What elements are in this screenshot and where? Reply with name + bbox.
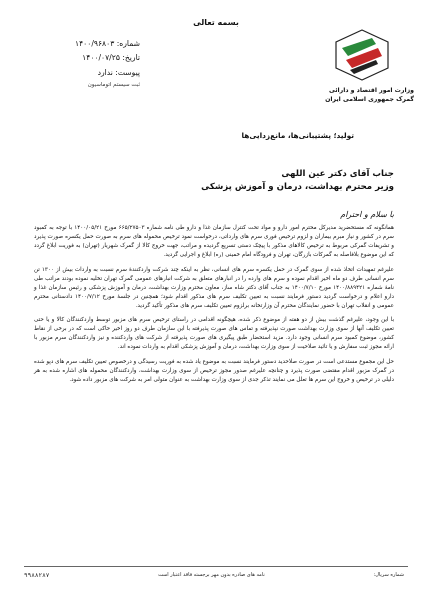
meta-attachment-value: ندارد	[97, 67, 113, 77]
customs-name: گمرک جمهوری اسلامی ایران	[325, 96, 414, 104]
ministry-name: وزارت امور اقتصاد و دارائی	[328, 87, 414, 94]
meta-attachment-label: پیوست:	[115, 67, 140, 77]
body-paragraph: حل این مجموع مستدعی است در صورت صلاحدید دستور فرمایند نسبت به موضوع یاد شده به فوریت رسیدگی و درخصوص تعیین تکلیف سرم های دپو شده در گمرک مزبور اقدام مقتضی صورت پذیرد و چنانچه علیرغم صدور مجوز ترخیص از سوی وزارت بهداشت، واردکنندگان محموله های اشاره شده به هر دلیلی در ترخیص و خروج این سرم ها تعلل می نمایند تذکر جدی از سوی وزارت بهداشت به عنوان متولی امر به شرکت های مزبور داده شود.	[34, 359, 394, 384]
letter-meta	[20, 37, 140, 91]
meta-number-label: شماره:	[116, 39, 140, 48]
body-paragraph: علیرغم تمهیدات اتخاذ شده از سوی گمرک در حمل یکسره سرم های انسانی، نظر به اینکه چند شرکت واردکنندهٔ سرم نسبت به واردات بیش از ۱۳۰۰ تن سرم انسانی طرف دو ماه اخیر اقدام نموده و سرم های وارده را در انبارهای متعلق به شرکت انبارهای عمومی گمرک تهران تخلیه نموده بودند مراتب طی نامهٔ شماره ۱۴۰۰/۸۸۹۴۲۱ مورخ ۱۴۰۰/۷/۱۰ به جناب آقای دکتر شاه ساز، معاون محترم وزارت بهداشت، درمان و آموزش پزشکی و رئیس سازمان غذا و دارو اعلام و درخواست گردید دستور فرمایند نسبت به تعیین تکلیف سرم های مذکور اقدام شود؛ همچنین در جلسهٔ مورخ ۱۴۰۰/۷/۱۲ دادستانی محترم عمومی و انقلاب تهران با حضور نمایندگان محترم آن وزارتخانه برلزوم تعیین تکلیف سرم های مذکور تأکید گردید.	[34, 266, 394, 309]
meta-date-label: تاریخ:	[122, 53, 140, 63]
body-paragraph: با این وجود، علیرغم گذشت بیش از دو هفته از موضوع ذکر شده، هیچگونه اقدامی در راستای ترخیص سرم های مزبور توسط واردکنندگان کالا و یا حتی تعیین تکلیف آنها از سوی وزارت بهداشت صورت نپذیرفته و تماس های صورت پذیرفته با این سازمان طرف دو روز اخیر حاکی است که در برخی از نقاط کشور، موضوع کمبود سرم انسانی وجود دارد. مزید استحضار طبق پیگیری های صورت پذیرفته از شرکت های واردکننده و نیز واردکنندگان سرم مزبور با ارائه مجوز ثبت سفارش و یا تائید صلاحیت از سوی وزارت بهداشت، درمان و آموزش پزشکی اقدام به واردات نموده اند.	[34, 317, 394, 351]
body-paragraph: همانگونه که مستحضرید مدیرکل محترم امور دارو و مواد تحت کنترل سازمان غذا و دارو طی نامه شماره ۶۶۵/۲۷۵۰۳ مورخ ۱۴۰۰/۰۵/۲۱ با توجه به کمبود سرم در کشور و نیاز مبرم بیماران و لزوم ترخیص فوری سرم های وارداتی، درخواست نمود ترخیص محموله های سرم به صورت حمل یکسره صورت پذیرد و تشریفات گمرکی مربوط به ترخیص کالاهای مذکور با پیچک دستی تسریع گردیده و مراتب، جهت خروج کالا از گمرک شهریار (تهران) به فوریت ابلاغ گردد که این موضوع بلافاصله به گمرکات بازرگان، تهران و فرودگاه امام خمینی (ره) ابلاغ و اجرایی گردید.	[34, 225, 394, 258]
meta-note: ثبت سیستم اتوماسیون	[87, 82, 140, 89]
letter-subject: تولید؛ پشتیبانی‌ها، مانع‌زدایی‌ها	[241, 131, 354, 140]
letter-body	[34, 224, 394, 391]
footer-code: ۹۹۸۸۲۸۷	[24, 572, 50, 579]
meta-date-value: ۱۴۰۰/۰۷/۲۵	[82, 53, 120, 63]
footer-disclaimer: نامه های صادره بدون مهر برجسته فاقد اعتبار است	[158, 572, 265, 578]
footer-serial-label: شماره سریال:	[373, 572, 404, 578]
footer-divider	[24, 566, 408, 567]
salutation-line-1: جناب آقای دکتر عین اللهی	[281, 169, 394, 179]
letterhead-org	[284, 86, 414, 105]
salutation	[54, 168, 394, 194]
greeting: با سلام و احترام	[340, 210, 394, 219]
meta-number-value: ۱۴۰۰/۹۶۸۰۳	[75, 39, 115, 48]
meta-attachment	[20, 66, 140, 80]
basmala-heading: بسمه تعالی	[193, 18, 239, 27]
letter-footer	[24, 572, 404, 579]
customs-logo-icon	[332, 28, 392, 82]
meta-date	[20, 51, 140, 65]
salutation-line-2: وزیر محترم بهداشت، درمان و آموزش پزشکی	[201, 181, 394, 192]
meta-number	[20, 37, 140, 51]
